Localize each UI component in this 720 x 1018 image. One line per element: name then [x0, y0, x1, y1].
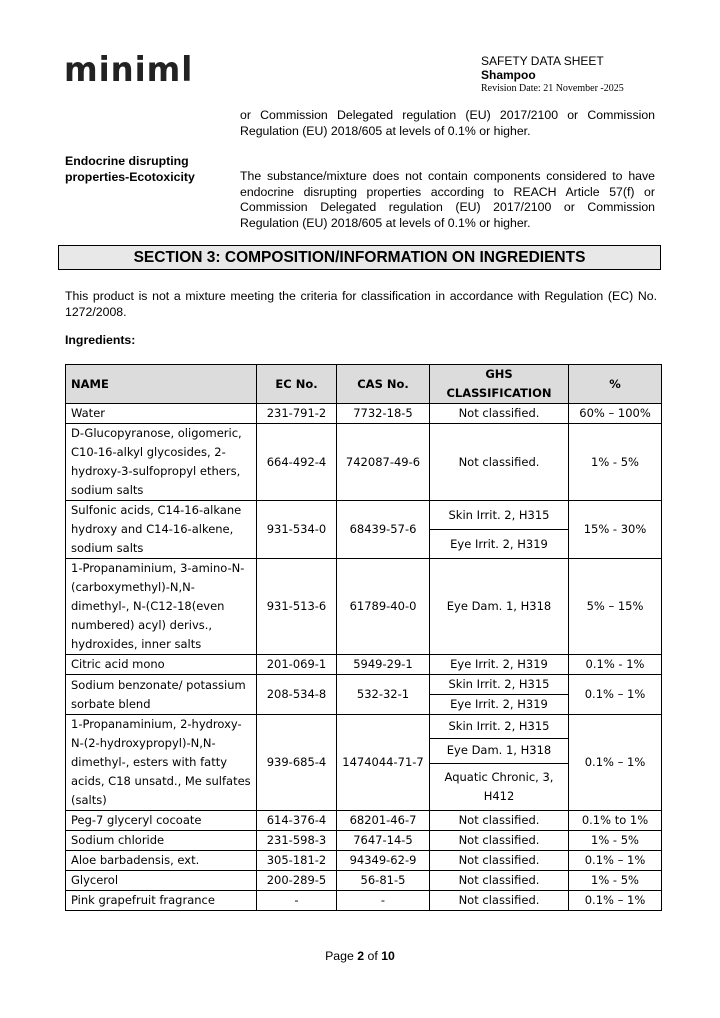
table-row — [66, 851, 662, 871]
cell-percent: 0.1% – 1% — [569, 891, 662, 911]
table-row — [66, 811, 662, 831]
cell-cas: 5949-29-1 — [337, 655, 430, 675]
cell-ghs: Eye Irrit. 2, H319 — [430, 530, 569, 559]
cell-ec: 939-685-4 — [257, 715, 337, 811]
cell-cas: 68201-46-7 — [337, 811, 430, 831]
cell-name: Peg-7 glyceryl cocoate — [66, 811, 257, 831]
cell-percent: 0.1% – 1% — [569, 675, 662, 715]
cell-name: Citric acid mono — [66, 655, 257, 675]
cell-ghs: Skin Irrit. 2, H315 — [430, 501, 569, 530]
revision-date: Revision Date: 21 November -2025 — [481, 83, 624, 94]
cell-name: Sodium chloride — [66, 831, 257, 851]
page-total: 10 — [381, 949, 395, 963]
table-row — [66, 891, 662, 911]
intro-continuation: or Commission Delegated regulation (EU) 2017/2100 or Commission Regulation (EU) 2018/605 at levels of 0.1% or higher. — [240, 108, 655, 138]
cell-ghs: Not classified. — [430, 871, 569, 891]
endocrine-label — [65, 154, 195, 185]
page-footer — [0, 949, 720, 963]
cell-name: Glycerol — [66, 871, 257, 891]
cell-ec: 614-376-4 — [257, 811, 337, 831]
cell-percent: 1% - 5% — [569, 831, 662, 851]
cell-cas: 68439-57-6 — [337, 501, 430, 559]
cell-name: Water — [66, 404, 257, 424]
classification-statement: This product is not a mixture meeting the criteria for classification in accordance with Regulation (EC) No. 1272/2008. — [65, 289, 657, 319]
cell-ghs: Eye Dam. 1, H318 — [430, 559, 569, 655]
cell-ec: - — [257, 891, 337, 911]
col-header-name: NAME — [66, 365, 257, 404]
cell-ghs: Not classified. — [430, 831, 569, 851]
endocrine-label-line2: properties-Ecotoxicity — [65, 169, 195, 184]
cell-ghs: Eye Irrit. 2, H319 — [430, 655, 569, 675]
doc-type: SAFETY DATA SHEET — [481, 54, 604, 68]
table-row — [66, 831, 662, 851]
cell-ec: 200-289-5 — [257, 871, 337, 891]
col-header-percent: % — [569, 365, 662, 404]
cell-name: 1-Propanaminium, 3-amino-N-(carboxymethyl)-N,N-dimethyl-, N-(C12-18(even numbered) acyl) derivs., hydroxides, inner salts — [66, 559, 257, 655]
cell-cas: 94349-62-9 — [337, 851, 430, 871]
table-row — [66, 559, 662, 655]
cell-name: 1-Propanaminium, 2-hydroxy-N-(2-hydroxypropyl)-N,N-dimethyl-, esters with fatty acids, C18 unsatd., Me sulfates (salts) — [66, 715, 257, 811]
cell-cas: - — [337, 891, 430, 911]
brand-logo: miniml — [64, 50, 194, 90]
cell-name: Sodium benzonate/ potassium sorbate blend — [66, 675, 257, 715]
cell-cas: 532-32-1 — [337, 675, 430, 715]
ingredients-table — [65, 364, 662, 911]
cell-ghs: Not classified. — [430, 811, 569, 831]
cell-name: Aloe barbadensis, ext. — [66, 851, 257, 871]
document-header — [481, 54, 624, 96]
col-header-ec: EC No. — [257, 365, 337, 404]
cell-ec: 231-791-2 — [257, 404, 337, 424]
table-row — [66, 655, 662, 675]
cell-ec: 201-069-1 — [257, 655, 337, 675]
cell-percent: 60% – 100% — [569, 404, 662, 424]
page-word: Page — [325, 949, 354, 963]
cell-ghs: Skin Irrit. 2, H315 — [430, 715, 569, 739]
cell-percent: 1% - 5% — [569, 424, 662, 501]
of-word: of — [367, 949, 378, 963]
cell-cas: 61789-40-0 — [337, 559, 430, 655]
cell-cas: 56-81-5 — [337, 871, 430, 891]
table-row — [66, 404, 662, 424]
col-header-cas: CAS No. — [337, 365, 430, 404]
table-row — [66, 715, 662, 739]
cell-percent: 1% - 5% — [569, 871, 662, 891]
section-3-title: SECTION 3: COMPOSITION/INFORMATION ON INGREDIENTS — [58, 245, 661, 270]
cell-percent: 0.1% – 1% — [569, 715, 662, 811]
product-name: Shampoo — [481, 68, 536, 82]
cell-ec: 931-513-6 — [257, 559, 337, 655]
cell-ghs: Not classified. — [430, 851, 569, 871]
cell-percent: 0.1% - 1% — [569, 655, 662, 675]
cell-name: D-Glucopyranose, oligomeric, C10-16-alkyl glycosides, 2-hydroxy-3-sulfopropyl ethers, sodium salts — [66, 424, 257, 501]
cell-ec: 305-181-2 — [257, 851, 337, 871]
cell-cas: 742087-49-6 — [337, 424, 430, 501]
cell-cas: 1474044-71-7 — [337, 715, 430, 811]
cell-ghs: Not classified. — [430, 424, 569, 501]
cell-percent: 15% - 30% — [569, 501, 662, 559]
cell-ghs: Eye Irrit. 2, H319 — [430, 695, 569, 715]
endocrine-label-line1: Endocrine disrupting — [65, 154, 189, 168]
cell-ghs: Not classified. — [430, 404, 569, 424]
cell-name: Sulfonic acids, C14-16-alkane hydroxy and C14-16-alkene, sodium salts — [66, 501, 257, 559]
endocrine-text: The substance/mixture does not contain components considered to have endocrine disrupting properties according to REACH Article 57(f) or Commission Delegated regulation (EU) 2017/2100 or Commission Regulation (EU) 2018/605 at levels of 0.1% or higher. — [240, 169, 655, 230]
cell-cas: 7732-18-5 — [337, 404, 430, 424]
cell-percent: 0.1% to 1% — [569, 811, 662, 831]
table-row — [66, 501, 662, 530]
table-header-row — [66, 365, 662, 404]
cell-ec: 231-598-3 — [257, 831, 337, 851]
cell-ec: 664-492-4 — [257, 424, 337, 501]
cell-percent: 5% – 15% — [569, 559, 662, 655]
cell-cas: 7647-14-5 — [337, 831, 430, 851]
cell-ec: 931-534-0 — [257, 501, 337, 559]
cell-name: Pink grapefruit fragrance — [66, 891, 257, 911]
cell-ec: 208-534-8 — [257, 675, 337, 715]
cell-ghs: Skin Irrit. 2, H315 — [430, 675, 569, 695]
table-row — [66, 675, 662, 695]
cell-ghs: Eye Dam. 1, H318 — [430, 739, 569, 763]
cell-ghs: Not classified. — [430, 891, 569, 911]
page-number: 2 — [357, 949, 365, 963]
ingredients-label: Ingredients: — [65, 333, 136, 347]
col-header-ghs: GHS CLASSIFICATION — [430, 365, 569, 404]
cell-percent: 0.1% – 1% — [569, 851, 662, 871]
cell-ghs: Aquatic Chronic, 3, H412 — [430, 763, 569, 810]
table-row — [66, 871, 662, 891]
table-row — [66, 424, 662, 501]
